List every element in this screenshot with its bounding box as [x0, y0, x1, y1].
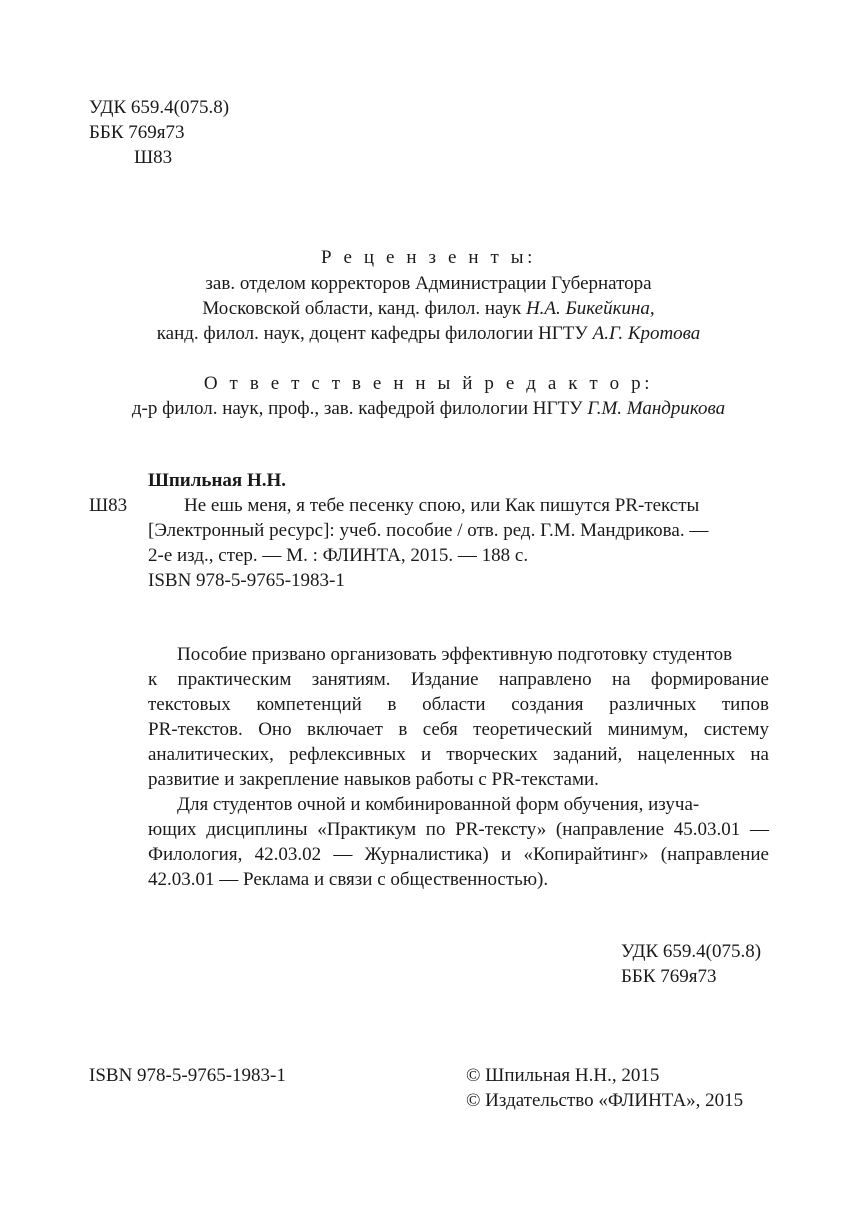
author-mark-top: Ш83	[134, 147, 173, 168]
bbk-code-top: ББК 769я73	[89, 122, 185, 143]
editor-name: Г.М. Мандрикова	[587, 398, 726, 419]
bib-edition-line: 2-е изд., стер. — М. : ФЛИНТА, 2015. — 188 с.	[148, 545, 529, 566]
bib-isbn-line: ISBN 978-5-9765-1983-1	[148, 570, 345, 591]
reviewer-affiliation-2: канд. филол. наук, доцент кафедры филологии НГТУ	[156, 323, 593, 344]
copyright-publisher: © Издательство «ФЛИНТА», 2015	[466, 1090, 744, 1111]
annotation-p2-line: 42.03.01 — Реклама и связи с общественностью).	[148, 869, 549, 890]
udk-code-top: УДК 659.4(075.8)	[89, 97, 230, 118]
reviewer-line-1: зав. отделом корректоров Администрации Губернатора	[205, 273, 652, 294]
reviewers-heading: Р е ц е н з е н т ы:	[321, 247, 536, 268]
footer-isbn: ISBN 978-5-9765-1983-1	[89, 1065, 286, 1086]
reviewer-affiliation: Московской области, канд. филол. наук	[202, 298, 526, 319]
reviewer-name-krotova: А.Г. Кротова	[592, 323, 701, 344]
udk-code-bottom: УДК 659.4(075.8)	[621, 941, 762, 962]
reviewer-line-3	[0, 322, 857, 346]
author-name: Шпильная Н.Н.	[148, 470, 287, 491]
annotation-p2-line: ющих дисциплины «Практикум по PR-тексту» (направление 45.03.01 —	[148, 819, 769, 840]
annotation-p1-line: развитие и закрепление навыков работы с PR-текстами.	[148, 769, 599, 790]
bib-title-line: Не ешь меня, я тебе песенку спою, или Как пишутся PR-тексты	[184, 495, 700, 516]
bib-resource-line: [Электронный ресурс]: учеб. пособие / отв. ред. Г.М. Мандрикова. —	[148, 520, 709, 541]
annotation-p1-line: текстовых компетенций в области создания различных типов	[148, 694, 769, 715]
annotation-p1-line: Пособие призвано организовать эффективную подготовку студентов	[177, 644, 733, 665]
editor-line	[0, 397, 857, 421]
reviewer-line-2	[0, 297, 857, 321]
annotation-p1-line: аналитических, рефлексивных и творческих заданий, нацеленных на	[148, 744, 769, 765]
annotation-p2-line: Для студентов очной и комбинированной форм обучения, изуча-	[177, 794, 700, 815]
editor-affiliation: д-р филол. наук, проф., зав. кафедрой филологии НГТУ	[131, 398, 588, 419]
bbk-code-bottom: ББК 769я73	[621, 966, 717, 987]
annotation-p1-line: PR-текстов. Оно включает в себя теоретический минимум, систему	[148, 719, 769, 740]
reviewer-name-bikeikina: Н.А. Бикейкина,	[525, 298, 655, 319]
annotation-p1-line: к практическим занятиям. Издание направлено на формирование	[148, 669, 769, 690]
editor-heading: О т в е т с т в е н н ы й р е д а к т о р:	[203, 373, 654, 394]
author-mark: Ш83	[89, 495, 128, 516]
copyright-author: © Шпильная Н.Н., 2015	[466, 1065, 660, 1086]
annotation-p2-line: Филология, 42.03.02 — Журналистика) и «Копирайтинг» (направление	[148, 844, 769, 865]
